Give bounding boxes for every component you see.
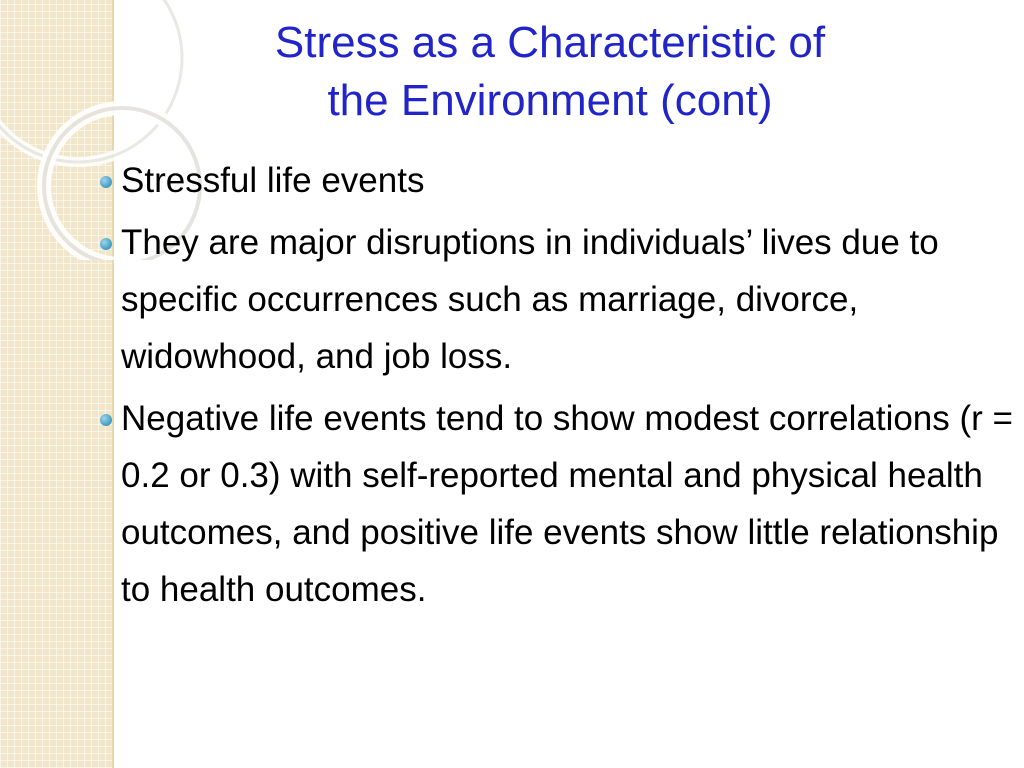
slide-title-line-1: Stress as a Characteristic of: [274, 18, 826, 67]
bullet-item: [92, 390, 1017, 618]
bullet-text: They are major disruptions in individuals’ lives due to specific occurrences such as marriage, divorce, widowhood, and job loss.: [121, 223, 939, 376]
bullet-item: [92, 152, 1017, 209]
bullet-item: [92, 214, 1017, 385]
bullet-dot-icon: [100, 414, 112, 426]
slide-title: [130, 14, 970, 130]
bullet-text: Stressful life events: [121, 161, 425, 200]
bullet-text: Negative life events tend to show modest correlations (r = 0.2 or 0.3) with self-reported mental and physical health outcomes, and positive life events show little relationship to health outcomes.: [121, 399, 1013, 609]
bullet-list: [92, 152, 1017, 623]
bullet-dot-icon: [100, 176, 112, 188]
bullet-dot-icon: [100, 238, 112, 250]
slide-title-line-2: the Environment (cont): [327, 76, 773, 125]
